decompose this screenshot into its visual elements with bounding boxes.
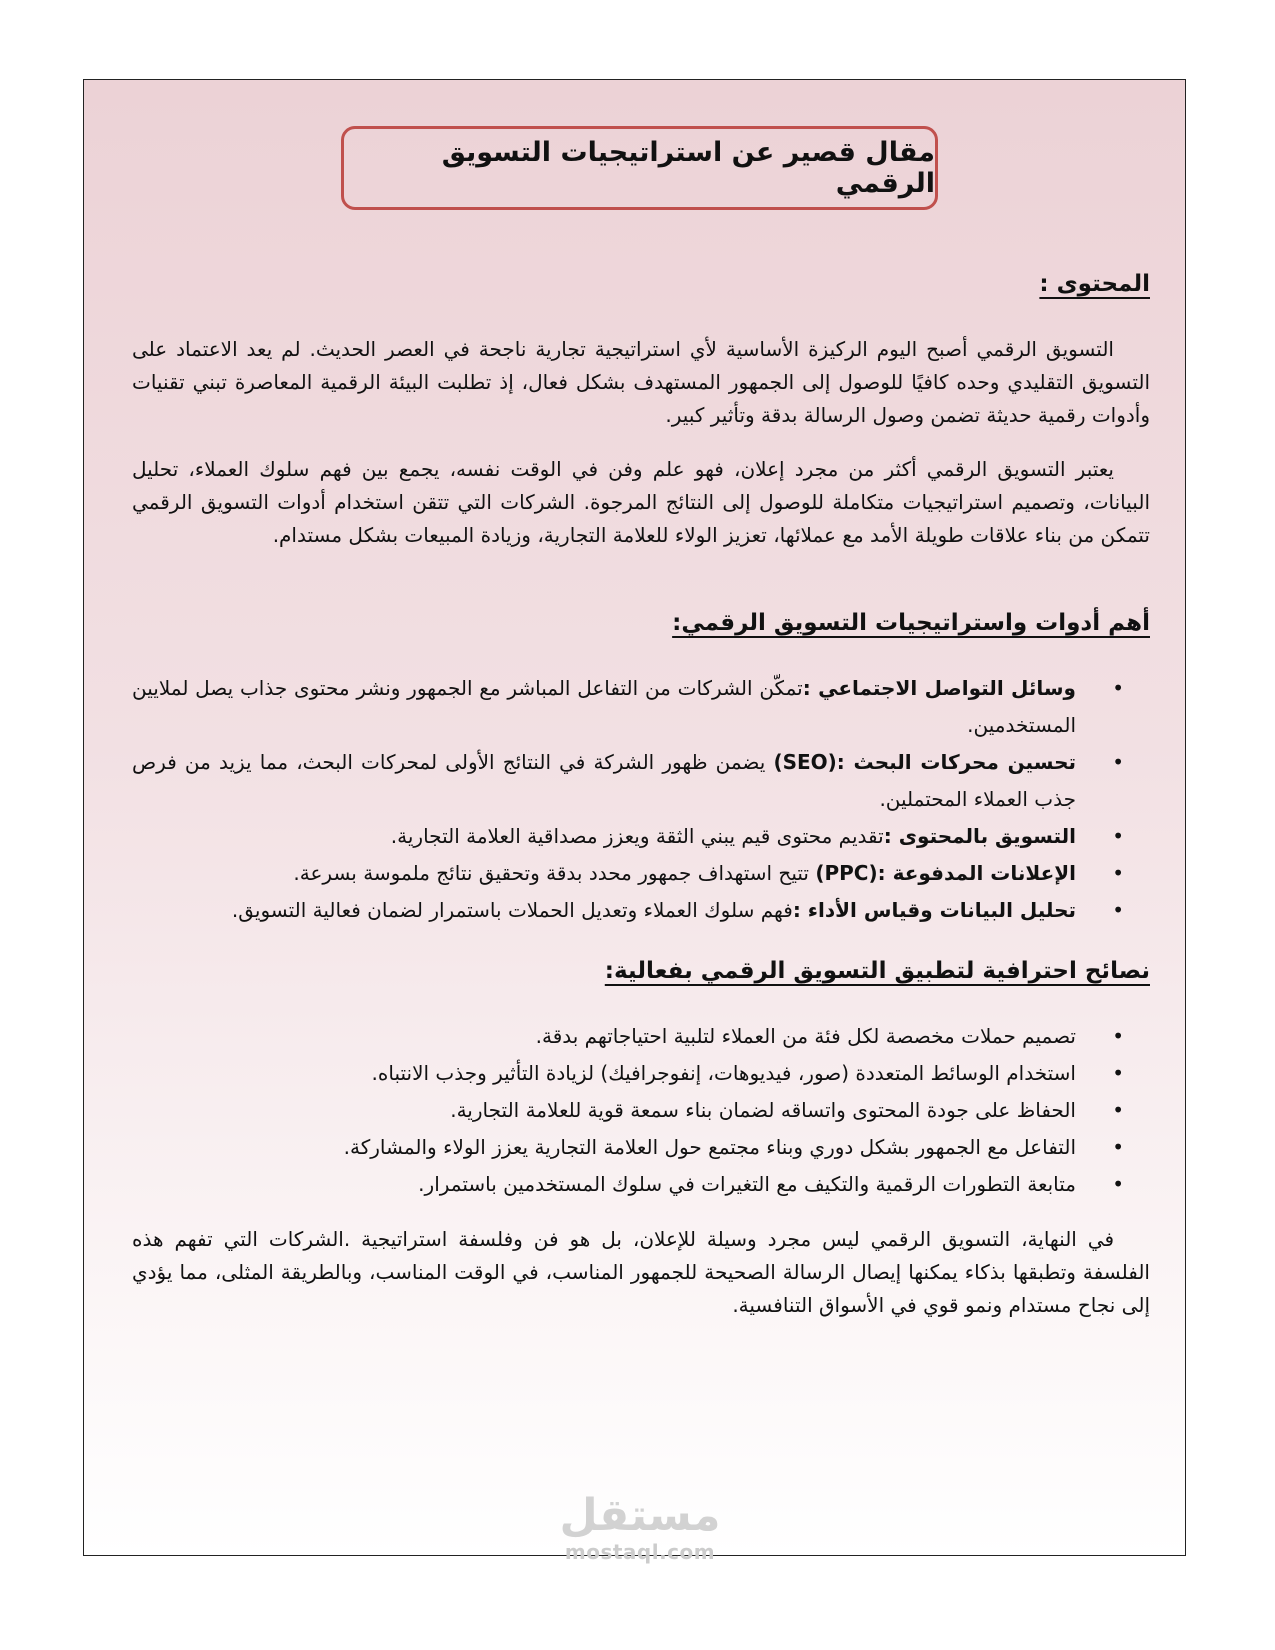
paragraph-2: يعتبر التسويق الرقمي أكثر من مجرد إعلان، فهو علم وفن في الوقت نفسه، يجمع بين فهم سلوك العملاء، تحليل البيانات، وتصميم استراتيجيات متكاملة للوصول إلى النتائج المرجوة. الشركات التي تتقن استخدام أدوات التسويق الرقمي تتمكن من بناء علاقات طويلة الأمد مع عملائها، تعزيز الولاء للعلامة التجارية، وزيادة المبيعات بشكل مستدام.: [132, 457, 1150, 547]
tips-list: [132, 1018, 1150, 1203]
page-title: مقال قصير عن استراتيجيات التسويق الرقمي: [441, 137, 935, 199]
bullet-icon: •: [1112, 898, 1124, 922]
tip-text: تصميم حملات مخصصة لكل فئة من العملاء لتلبية احتياجاتهم بدقة.: [535, 1024, 1076, 1048]
paragraph-1: التسويق الرقمي أصبح اليوم الركيزة الأساسية لأي استراتيجية تجارية ناجحة في العصر الحديث. لم يعد الاعتماد على التسويق التقليدي وحده كافيًا للوصول إلى الجمهور المستهدف بشكل فعال، إذ تطلبت البيئة الرقمية المعاصرة تبني تقنيات وأدوات رقمية حديثة تضمن وصول الرسالة بدقة وتأثير كبير.: [132, 337, 1150, 427]
watermark: [555, 1492, 725, 1564]
list-item: [132, 818, 1150, 855]
conclusion-paragraph: في النهاية، التسويق الرقمي ليس مجرد وسيلة للإعلان، بل هو فن وفلسفة استراتيجية .الشركات التي تفهم هذه الفلسفة وتطبقها بذكاء يمكنها إيصال الرسالة الصحيحة للجمهور المناسب، في الوقت المناسب، وبالطريقة المثلى، مما يؤدي إلى نجاح مستدام ونمو قوي في الأسواق التنافسية.: [132, 1227, 1150, 1317]
bullet-icon: •: [1112, 824, 1124, 848]
list-item: [132, 744, 1150, 818]
conclusion-block: [132, 1223, 1150, 1322]
list-item: [132, 892, 1150, 929]
watermark-logo: مستقل: [559, 1490, 721, 1541]
paragraph-2-block: [132, 453, 1150, 552]
bullet-icon: •: [1112, 1024, 1124, 1048]
list-item: [132, 1129, 1150, 1166]
bullet-icon: •: [1112, 1172, 1124, 1196]
title-box: [341, 126, 938, 210]
tip-text: التفاعل مع الجمهور بشكل دوري وبناء مجتمع حول العلامة التجارية يعزز الولاء والمشاركة.: [343, 1135, 1076, 1159]
tool-term: التسويق بالمحتوى :: [883, 824, 1076, 848]
tools-list: [132, 670, 1150, 929]
tool-term: تحليل البيانات وقياس الأداء :: [792, 898, 1076, 922]
bullet-icon: •: [1112, 676, 1124, 700]
list-item: [132, 1166, 1150, 1203]
list-item: [132, 670, 1150, 744]
tip-text: استخدام الوسائط المتعددة (صور، فيديوهات، إنفوجرافيك) لزيادة التأثير وجذب الانتباه.: [371, 1061, 1076, 1085]
paragraph-1-block: [132, 333, 1150, 432]
tools-section: [132, 610, 1150, 636]
tool-term: وسائل التواصل الاجتماعي :: [802, 676, 1076, 700]
bullet-icon: •: [1112, 1061, 1124, 1085]
list-item: [132, 1018, 1150, 1055]
bullet-icon: •: [1112, 861, 1124, 885]
tools-heading: أهم أدوات واستراتيجيات التسويق الرقمي:: [672, 610, 1150, 636]
tool-term: الإعلانات المدفوعة :(PPC): [815, 861, 1076, 885]
content-section: [132, 271, 1150, 297]
tools-list-block: [132, 670, 1150, 929]
tool-text: فهم سلوك العملاء وتعديل الحملات باستمرار لضمان فعالية التسويق.: [231, 898, 793, 922]
bullet-icon: •: [1112, 750, 1124, 774]
tip-text: متابعة التطورات الرقمية والتكيف مع التغيرات في سلوك المستخدمين باستمرار.: [418, 1172, 1076, 1196]
bullet-icon: •: [1112, 1098, 1124, 1122]
list-item: [132, 855, 1150, 892]
watermark-url: mostaql.com: [564, 1540, 716, 1564]
tool-text: تتيح استهداف جمهور محدد بدقة وتحقيق نتائج ملموسة بسرعة.: [293, 861, 816, 885]
tool-text: تقديم محتوى قيم يبني الثقة ويعزز مصداقية العلامة التجارية.: [390, 824, 884, 848]
list-item: [132, 1055, 1150, 1092]
content-heading: المحتوى :: [1039, 271, 1150, 297]
tip-text: الحفاظ على جودة المحتوى واتساقه لضمان بناء سمعة قوية للعلامة التجارية.: [450, 1098, 1076, 1122]
tips-list-block: [132, 1018, 1150, 1203]
tips-section: [132, 958, 1150, 984]
list-item: [132, 1092, 1150, 1129]
tool-text: تمكّن الشركات من التفاعل المباشر مع الجمهور ونشر محتوى جذاب يصل لملايين المستخدمين.: [132, 676, 1076, 737]
tips-heading: نصائح احترافية لتطبيق التسويق الرقمي بفعالية:: [604, 958, 1150, 984]
tool-term: تحسين محركات البحث :(SEO): [773, 750, 1077, 774]
bullet-icon: •: [1112, 1135, 1124, 1159]
tool-text: يضمن ظهور الشركة في النتائج الأولى لمحركات البحث، مما يزيد من فرص جذب العملاء المحتملين.: [132, 750, 1076, 811]
